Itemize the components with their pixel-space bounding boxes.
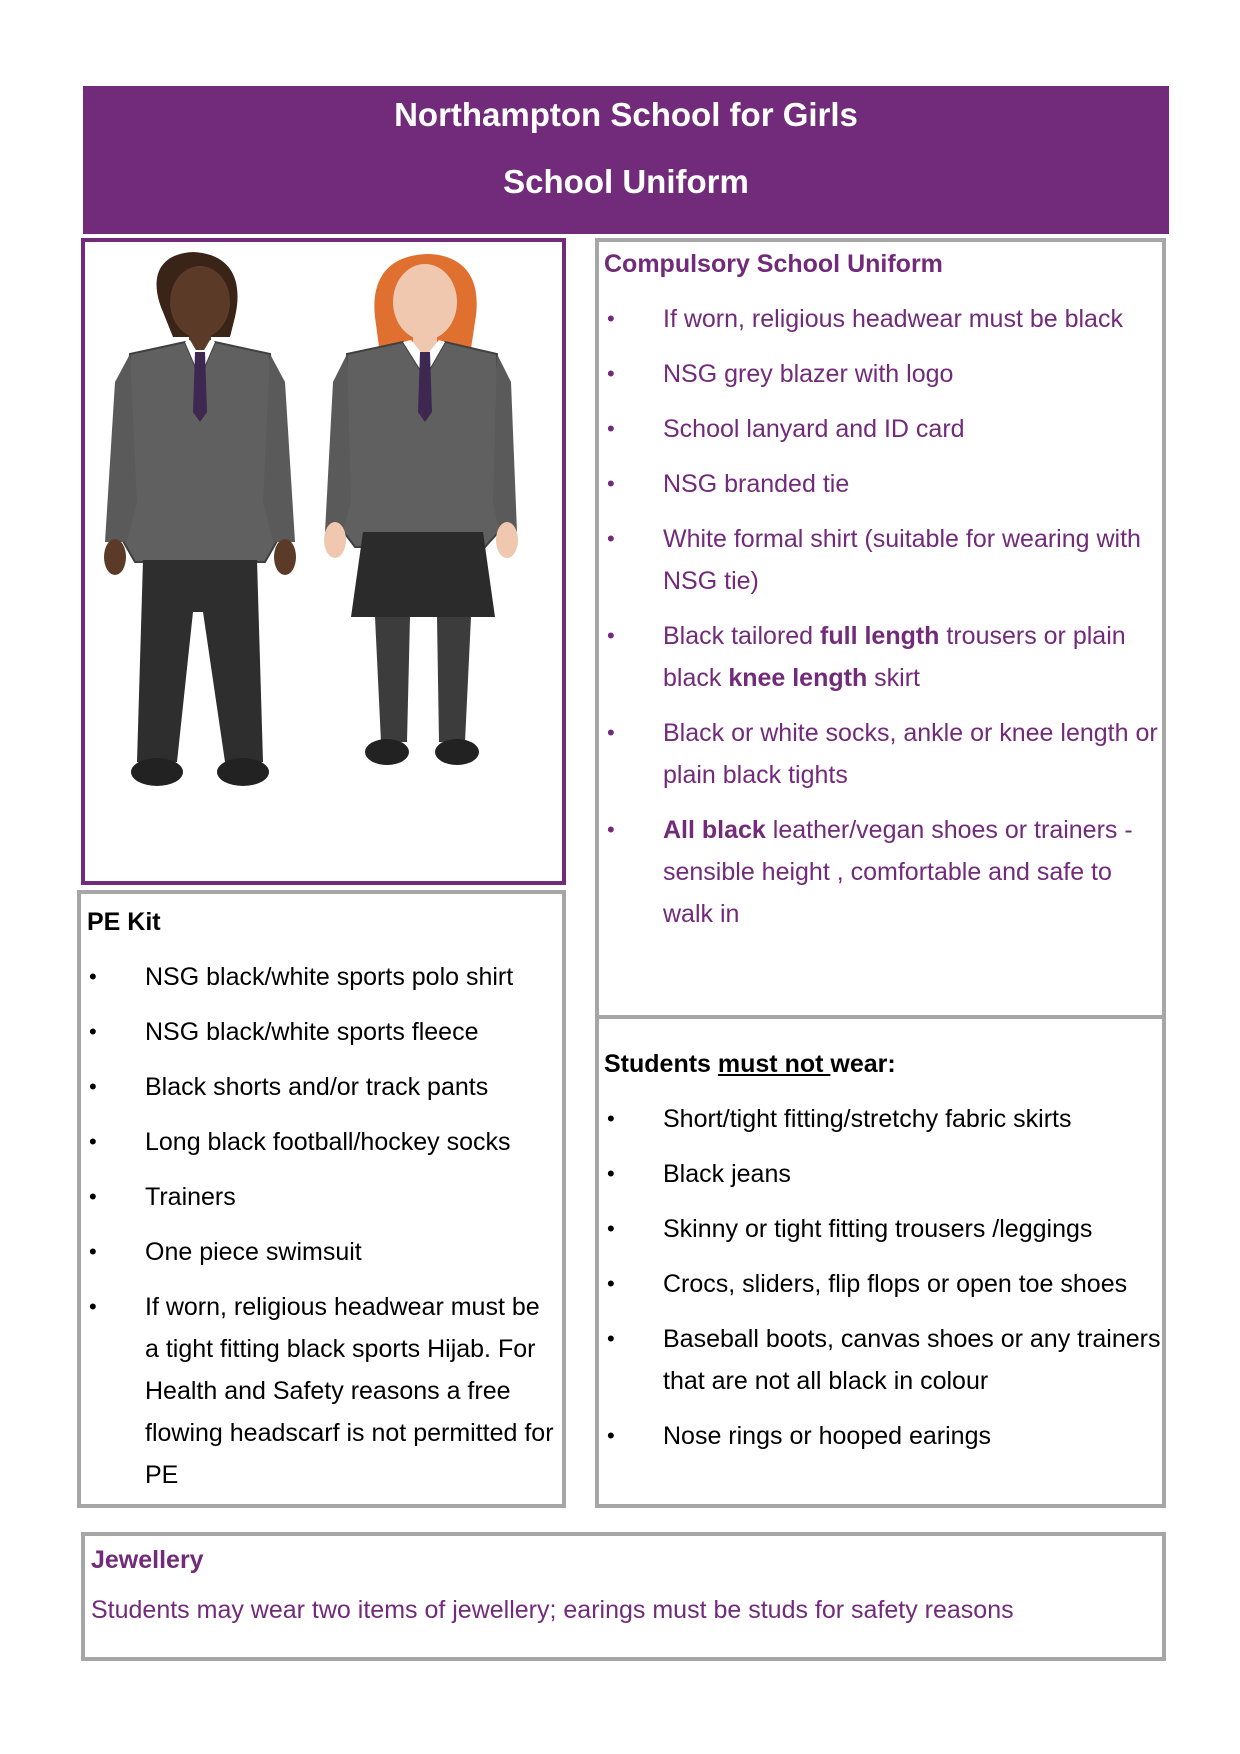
compulsory-list xyxy=(603,298,1163,948)
uniform-illustration xyxy=(85,242,562,881)
pe-kit-box xyxy=(77,890,566,1508)
document-title: School Uniform xyxy=(503,163,749,200)
list-item: • If worn, religious headwear must be a tight fitting black sports Hijab. For Health and Safety reasons a free flowing headscarf is not permitted for PE xyxy=(89,1293,554,1489)
list-item: • NSG branded tie xyxy=(607,470,850,498)
list-item: • White formal shirt (suitable for wearing with NSG tie) xyxy=(607,525,1141,595)
list-item: • NSG black/white sports polo shirt xyxy=(89,963,514,991)
list-item: • One piece swimsuit xyxy=(89,1238,362,1266)
list-item: • Black shorts and/or track pants xyxy=(89,1073,489,1101)
list-item: • Long black football/hockey socks xyxy=(89,1128,511,1156)
list-item: • Nose rings or hooped earings xyxy=(607,1422,991,1450)
list-item: • If worn, religious headwear must be black xyxy=(607,305,1123,333)
list-item: • Black jeans xyxy=(607,1160,791,1188)
list-item: • Short/tight fitting/stretchy fabric skirts xyxy=(607,1105,1072,1133)
list-item: • Crocs, sliders, flip flops or open toe shoes xyxy=(607,1270,1128,1298)
list-item: • Trainers xyxy=(89,1183,236,1211)
list-item: • NSG grey blazer with logo xyxy=(607,360,954,388)
jewellery-heading: Jewellery xyxy=(91,1546,204,1574)
section-divider xyxy=(597,1015,1164,1019)
title-banner xyxy=(83,86,1169,234)
list-item: • Baseball boots, canvas shoes or any trainers that are not all black in colour xyxy=(607,1325,1161,1395)
list-item: • NSG black/white sports fleece xyxy=(89,1018,479,1046)
pe-kit-list xyxy=(85,956,560,1509)
must-not-list xyxy=(603,1098,1163,1470)
compulsory-heading: Compulsory School Uniform xyxy=(604,250,943,278)
school-name: Northampton School for Girls xyxy=(394,96,858,133)
list-item: • All black leather/vegan shoes or trainers - sensible height , comfortable and safe to walk in xyxy=(607,816,1133,928)
list-item: • Black tailored full length trousers or plain black knee length skirt xyxy=(607,622,1126,692)
list-item: • Black or white socks, ankle or knee length or plain black tights xyxy=(607,719,1158,789)
figure-trousers xyxy=(104,252,296,786)
must-not-heading: Students must not wear: xyxy=(604,1050,896,1078)
uniform-rules-box xyxy=(595,238,1166,1508)
list-item: • Skinny or tight fitting trousers /leggings xyxy=(607,1215,1093,1243)
figure-skirt xyxy=(324,254,518,765)
pe-kit-heading: PE Kit xyxy=(87,908,161,936)
jewellery-text: Students may wear two items of jewellery; earings must be studs for safety reasons xyxy=(91,1596,1014,1624)
list-item: • School lanyard and ID card xyxy=(607,415,965,443)
